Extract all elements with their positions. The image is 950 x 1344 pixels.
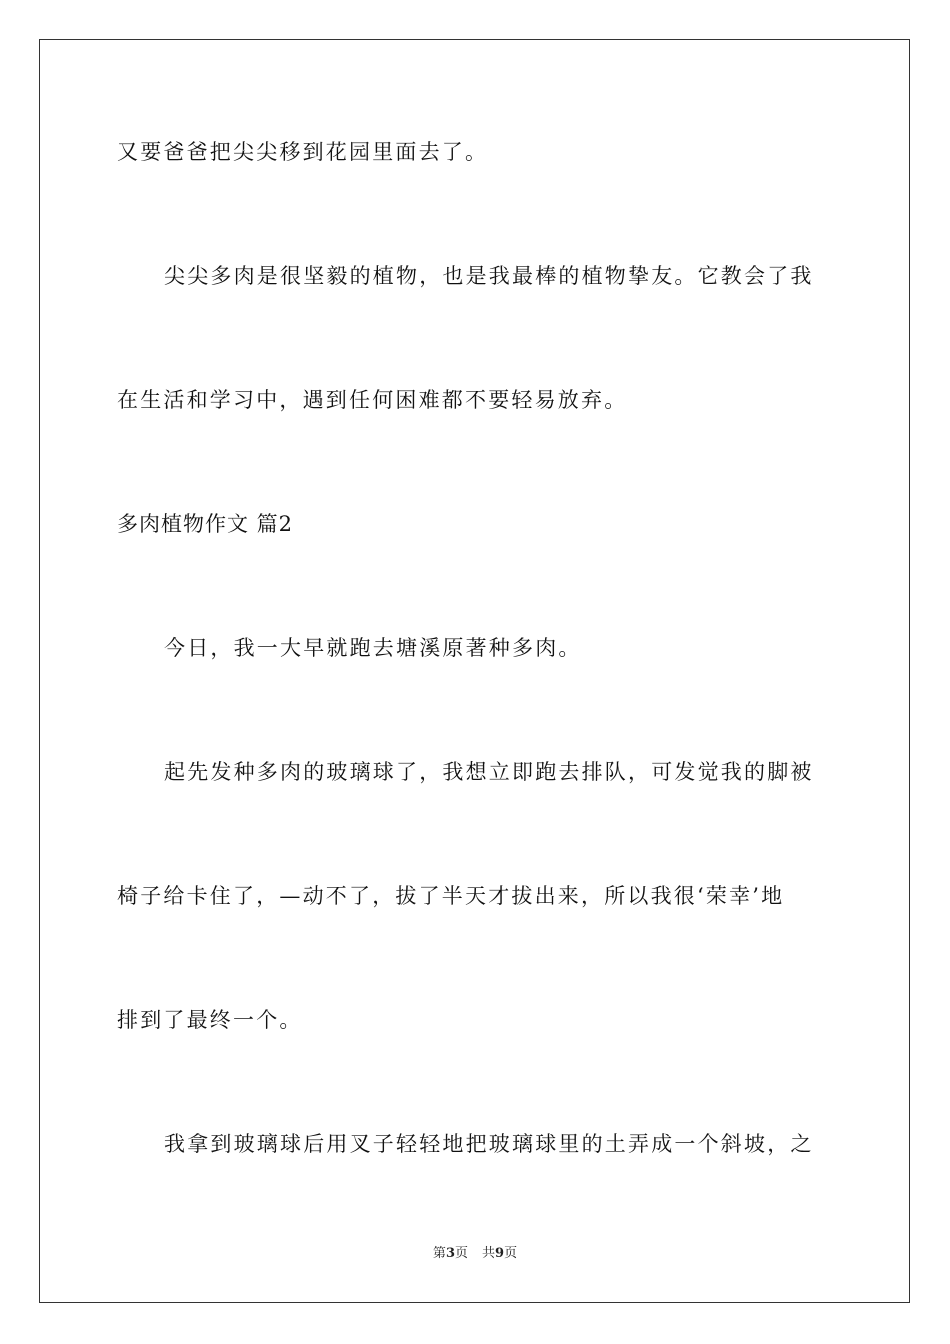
page-prefix: 第: [432, 1246, 446, 1261]
paragraph-line: 今日，我一大早就跑去塘溪原著种多肉。: [164, 636, 582, 660]
paragraph-line: 尖尖多肉是很坚毅的植物，也是我最棒的植物挚友。它教会了我: [164, 264, 814, 288]
page-suffix: 页: [454, 1246, 468, 1261]
page-frame: [39, 39, 910, 1303]
total-prefix: 共: [482, 1246, 496, 1261]
paragraph-line: 又要爸爸把尖尖移到花园里面去了。: [117, 140, 489, 164]
total-suffix: 页: [504, 1246, 518, 1261]
total-page-number: 9: [495, 1246, 505, 1261]
paragraph-line: 在生活和学习中，遇到任何困难都不要轻易放弃。: [117, 388, 628, 412]
paragraph-line: 我拿到玻璃球后用叉子轻轻地把玻璃球里的土弄成一个斜坡，之: [164, 1132, 814, 1156]
section-heading: 多肉植物作文 篇2: [117, 512, 294, 536]
paragraph-line: 排到了最终一个。: [117, 1008, 303, 1032]
paragraph-line: 椅子给卡住了，—动不了，拔了半天才拔出来，所以我很‘荣幸’地: [117, 884, 785, 908]
page-number-footer: [0, 1245, 950, 1263]
current-page-number: 3: [445, 1246, 455, 1261]
paragraph-line: 起先发种多肉的玻璃球了，我想立即跑去排队，可发觉我的脚被: [164, 760, 814, 784]
